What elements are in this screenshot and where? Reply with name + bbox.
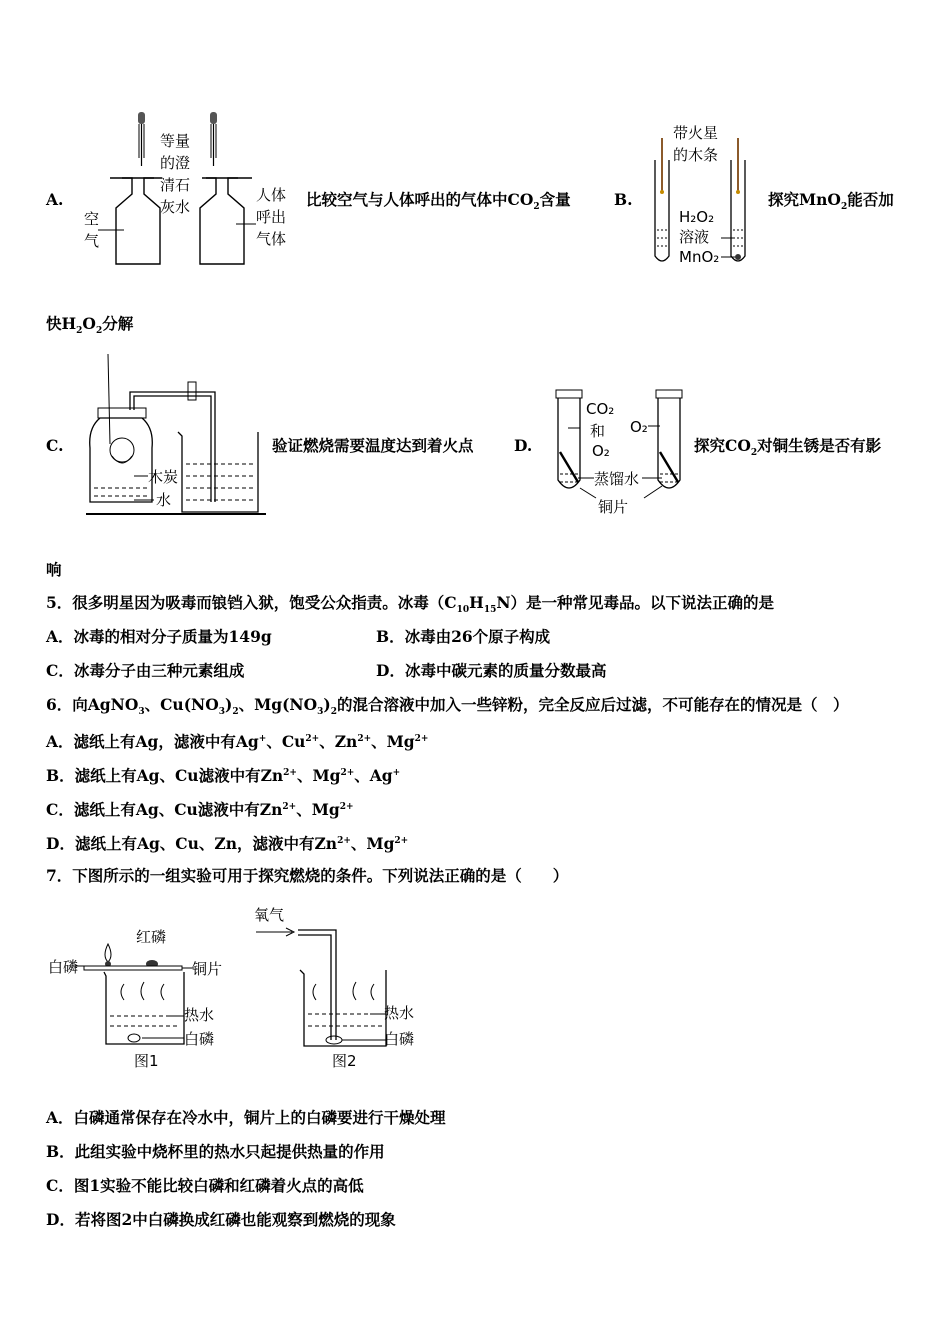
splint-label-2: 的木条 (673, 146, 719, 164)
q6-stem: 6．向AgNO$_3$、$Cu(NO_3)_2$、$Mg(NO_3)_2$的混合溶液中加入一些锌粉，完全反应后过滤，不可能存在的情况是（ ） (46, 695, 849, 718)
q7-option-c: C．图1实验不能比较白磷和红磷着火点的高低 (46, 1176, 364, 1195)
option-a-letter: A. (46, 190, 64, 209)
copper-plate-label: 铜片 (192, 960, 223, 978)
q7-figure-1 (44, 920, 244, 1072)
q5-option-a: A．冰毒的相对分子质量为149g (46, 627, 272, 646)
and-label: 和 (590, 422, 606, 440)
q7-option-a: A．白磷通常保存在冷水中，铜片上的白磷要进行干燥处理 (46, 1108, 446, 1127)
solution-label: 溶液 (679, 228, 710, 246)
dropper-label-4: 灰水 (160, 198, 191, 216)
option-d-letter: D. (514, 436, 533, 455)
q5-option-b: B．冰毒由26个原子构成 (376, 627, 551, 646)
white-phosphorus-bottom-label: 白磷 (184, 1030, 215, 1048)
q7-stem: 7．下图所示的一组实验可用于探究燃烧的条件。下列说法正确的是（ ） (46, 866, 569, 885)
breath-label-3: 气体 (256, 230, 287, 248)
dropper-label-3: 清石 (160, 176, 191, 194)
option-a-description: 比较空气与人体呼出的气体中$CO_2$含量 (306, 190, 571, 213)
q6-option-d: D．滤纸上有Ag、Cu、Zn，滤液中有$Zn^{2+}$、$Mg^{2+}$ (46, 834, 409, 854)
charcoal-label: 木炭 (148, 468, 179, 486)
q5-option-d: D．冰毒中碳元素的质量分数最高 (376, 661, 607, 680)
o2-label-right: O₂ (630, 418, 648, 436)
figure-c-apparatus (82, 352, 272, 520)
h2o2-label: H₂O₂ (679, 208, 715, 226)
water-label: 水 (156, 491, 172, 509)
copper-label: 铜片 (598, 498, 629, 516)
q6-option-c: C．滤纸上有Ag、Cu滤液中有$Zn^{2+}$、$Mg^{2+}$ (46, 800, 354, 820)
option-c-letter: C. (46, 436, 64, 455)
breath-label-1: 人体 (256, 186, 287, 204)
q6-option-b: B．滤纸上有Ag、Cu滤液中有$Zn^{2+}$、$Mg^{2+}$、Ag+ (46, 766, 401, 786)
air-label-1: 空 (84, 210, 100, 228)
option-d-description-continued: 响 (46, 560, 62, 579)
option-c-description: 验证燃烧需要温度达到着火点 (272, 436, 474, 455)
oxygen-label: 氧气 (254, 906, 285, 924)
splint-label-1: 带火星 (673, 124, 719, 142)
o2-label-left: O₂ (592, 442, 610, 460)
dropper-label-1: 等量 (160, 132, 191, 150)
q5-stem: 5．很多明星因为吸毒而锒铛入狱，饱受公众指责。冰毒$(C_{10}H_{15}N)$是一种常见毒品。以下说法正确的是 (46, 593, 775, 616)
option-b-letter: B. (614, 190, 633, 209)
figure-2-caption: 图2 (332, 1052, 357, 1070)
white-phosphorus-label-2: 白磷 (384, 1030, 415, 1048)
q5-option-c: C．冰毒分子由三种元素组成 (46, 661, 245, 680)
q7-figure-2 (250, 900, 440, 1072)
dropper-label-2: 的澄 (160, 154, 191, 172)
hot-water-label-2: 热水 (384, 1004, 415, 1022)
hot-water-label-1: 热水 (184, 1006, 215, 1024)
white-phosphorus-top-label: 白磷 (48, 958, 79, 976)
figure-1-caption: 图1 (134, 1052, 159, 1070)
option-b-description: 探究MnO$_2$能否加 (768, 190, 894, 213)
option-b-description-continued: 快$H_2O_2$分解 (46, 314, 134, 337)
mno2-label: MnO₂ (679, 248, 720, 266)
breath-label-2: 呼出 (256, 208, 287, 226)
q6-option-a: A．滤纸上有Ag，滤液中有Ag+、$Cu^{2+}$、$Zn^{2+}$、$Mg^{2+}$ (46, 732, 429, 752)
figure-a-gas-bottles (80, 108, 300, 270)
figure-d-test-tubes (550, 384, 690, 522)
q7-option-b: B．此组实验中烧杯里的热水只起提供热量的作用 (46, 1142, 385, 1161)
co2-label: CO₂ (586, 400, 615, 418)
option-d-description: 探究$CO_2$对铜生锈是否有影 (694, 436, 882, 459)
q7-option-d: D．若将图2中白磷换成红磷也能观察到燃烧的现象 (46, 1210, 396, 1229)
figure-b-test-tubes (645, 118, 765, 270)
red-phosphorus-label: 红磷 (136, 928, 167, 946)
distilled-water-label: 蒸馏水 (594, 470, 640, 488)
air-label-2: 气 (84, 232, 100, 250)
